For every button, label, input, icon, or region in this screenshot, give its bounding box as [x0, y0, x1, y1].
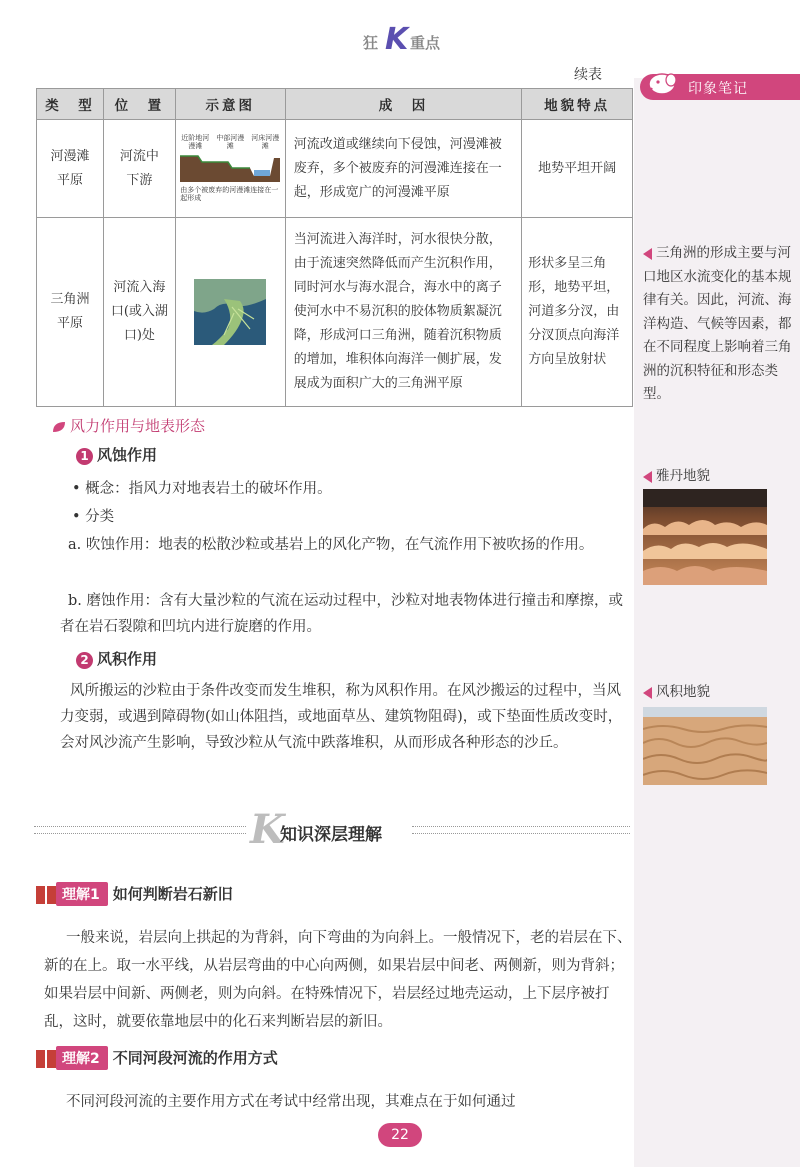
delta-note	[643, 242, 793, 407]
page-number: 22	[378, 1123, 422, 1147]
yardang-label-text: 雅丹地貌	[656, 468, 710, 484]
table-continued-label: 续表	[574, 67, 602, 83]
table-header: 位 置	[103, 89, 175, 120]
understanding-1-heading	[36, 882, 233, 906]
yardang-label	[643, 464, 710, 484]
aeolian-label	[643, 680, 710, 700]
delta-satellite-image	[194, 279, 266, 345]
logo-text-right: 重点	[410, 34, 441, 52]
diagram-label: 近阶地河漫滩	[181, 133, 210, 150]
cell-cause: 当河流进入海洋时，河水很快分散，由于流速突然降低而产生沉积作用，同时河水与海水混合，海水中的离子使河水中不易沉积的胶体物质絮凝沉降，形成河口三角洲，随着沉积物质的增加，堆积体向海洋一侧扩展，发展成为面积广大的三角洲平原	[285, 218, 521, 407]
cell-cause: 河流改道或继续向下侵蚀，河漫滩被废弃，多个被废弃的河漫滩连接在一起，形成宽广的河漫滩平原	[285, 120, 521, 218]
sidebar-title-badge	[640, 74, 800, 100]
banner-divider-left	[34, 826, 246, 834]
table-row	[37, 120, 633, 218]
number-badge: 1	[76, 448, 93, 465]
understanding-tag: 理解2	[56, 1046, 108, 1070]
erosion-concept: • 概念：指风力对地表岩土的破坏作用。	[72, 481, 332, 497]
delta-note-text: 三角洲的形成主要与河口地区水流变化的基本规律有关。因此，河流、海洋构造、气候等因素，都在不同程度上影响着三角洲的沉积特征和形态类型。	[643, 245, 792, 402]
section-banner	[34, 806, 630, 852]
table-row	[37, 218, 633, 407]
leaf-bullet-icon	[52, 421, 66, 433]
book-icon	[36, 886, 56, 904]
wind-erosion-heading	[76, 444, 157, 465]
yardang-photo	[643, 489, 767, 585]
triangle-marker-icon	[643, 687, 652, 699]
banner-divider-right	[412, 826, 630, 834]
understanding-1-text: 一般来说，岩层向上拱起的为背斜，向下弯曲的为向斜上。一般情况下，老的岩层在下、新的在上。取一水平线，从岩层弯曲的中心向两侧，如果岩层中间老、两侧新，则为背斜；如果岩层中间新、两侧老，则为向斜。在特殊情况下，岩层经过地壳运动，上下层序被打乱，这时，就要依靠地层中的化石来判断岩层的新旧。	[44, 930, 632, 1030]
understanding-tag: 理解1	[56, 882, 108, 906]
floodplain-cross-section	[180, 152, 280, 182]
aeolian-label-text: 风积地貌	[656, 684, 710, 700]
table-header: 类 型	[37, 89, 104, 120]
cell-feature: 形状多呈三角形，地势平坦，河道多分汊，由分汊顶点向海洋方向呈放射状	[522, 218, 633, 407]
header-logo	[355, 22, 445, 57]
triangle-marker-icon	[643, 248, 652, 260]
banner-k-mark: K	[250, 806, 285, 853]
aeolian-dune-photo	[643, 707, 767, 785]
cell-diagram	[175, 218, 285, 407]
diagram-label: 中部河漫滩	[216, 133, 245, 150]
understanding-title: 如何判断岩石新旧	[112, 885, 233, 903]
logo-text-left: 狂	[363, 34, 379, 52]
wind-heading-text: 风力作用与地表形态	[70, 417, 206, 435]
wind-erosion-title: 风蚀作用	[97, 446, 158, 464]
number-badge: 2	[76, 652, 93, 669]
elephant-icon	[644, 68, 680, 98]
logo-k-mark: K	[385, 22, 409, 57]
deposition-text: 风所搬运的沙粒由于条件改变而发生堆积，称为风积作用。在风沙搬运的过程中，当风力变弱，或遇到障碍物(如山体阻挡，或地面草丛、建筑物阻碍)，或下垫面性质改变时，会对风沙流产生影响，导致沙粒从气流中跌落堆积，从而形成各种形态的沙丘。	[60, 683, 623, 751]
cell-position: 河流中下游	[103, 120, 175, 218]
wind-deposition-heading	[76, 648, 157, 669]
erosion-category: • 分类	[72, 509, 115, 525]
understanding-2-text: 不同河段河流的主要作用方式在考试中经常出现，其难点在于如何通过	[66, 1094, 516, 1110]
wind-deposition-title: 风积作用	[97, 650, 158, 668]
sidebar-title-text: 印象笔记	[688, 81, 748, 97]
diagram-caption: 由多个被废弃的河漫滩连接在一起形成	[180, 185, 279, 202]
diagram-label: 河床河漫滩	[251, 133, 280, 150]
cell-diagram	[175, 120, 285, 218]
floodplain-diagram	[180, 134, 280, 204]
landform-table	[36, 88, 633, 407]
erosion-abrasion: b. 磨蚀作用：含有大量沙粒的气流在运动过程中，沙粒对地表物体进行撞击和摩擦，或者在岩石裂隙和凹坑内进行旋磨的作用。	[60, 593, 623, 635]
table-header: 示意图	[175, 89, 285, 120]
triangle-marker-icon	[643, 471, 652, 483]
cell-position: 河流入海口(或入湖口)处	[103, 218, 175, 407]
wind-section-heading	[52, 415, 205, 436]
table-header-row	[37, 89, 633, 120]
banner-title: 知识深层理解	[280, 825, 382, 845]
table-header: 地貌特点	[522, 89, 633, 120]
cell-type: 三角洲平原	[37, 218, 104, 407]
understanding-title: 不同河段河流的作用方式	[112, 1049, 278, 1067]
table-header: 成 因	[285, 89, 521, 120]
book-icon	[36, 1050, 56, 1068]
cell-feature: 地势平坦开阔	[522, 120, 633, 218]
cell-type: 河漫滩平原	[37, 120, 104, 218]
understanding-2-heading	[36, 1046, 278, 1070]
erosion-deflation: a. 吹蚀作用：地表的松散沙粒或基岩上的风化产物，在气流作用下被吹扬的作用。	[68, 537, 594, 553]
